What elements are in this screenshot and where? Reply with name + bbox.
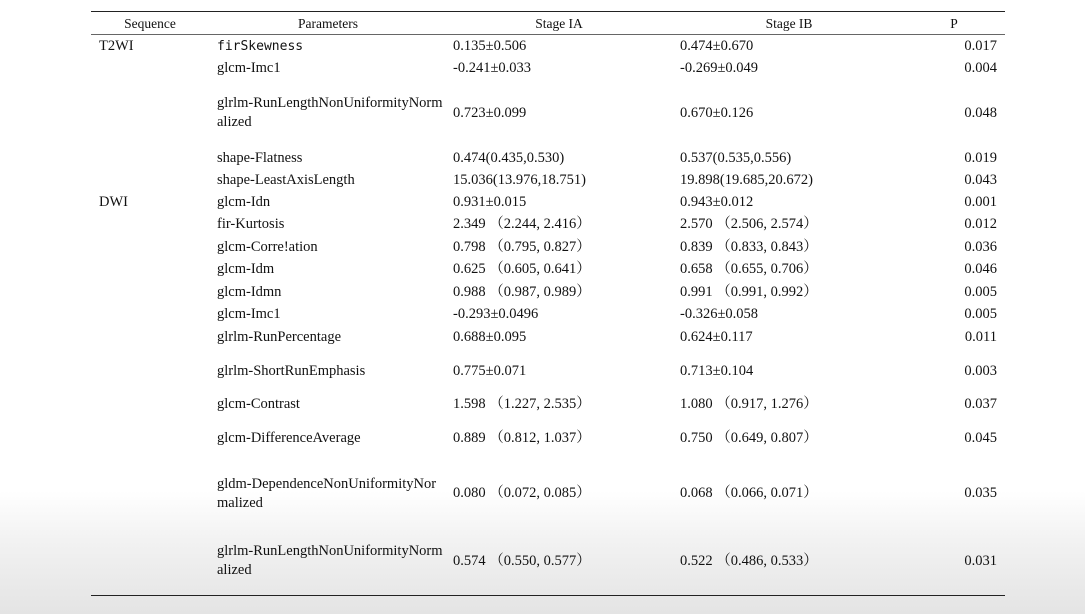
table-row bbox=[91, 460, 1005, 527]
table-row bbox=[91, 191, 1005, 213]
table-row bbox=[91, 527, 1005, 595]
stage-ia-cell: 2.349 （2.244, 2.416） bbox=[453, 216, 591, 232]
stage-ia-cell: 0.723±0.099 bbox=[453, 104, 527, 121]
p-value-cell: 0.001 bbox=[964, 193, 997, 210]
stage-ib-cell: 0.991 （0.991, 0.992） bbox=[680, 283, 818, 300]
parameter-cell: shape-LeastAxisLength bbox=[217, 171, 355, 188]
sequence-cell: T2WI bbox=[99, 37, 134, 54]
table-row bbox=[91, 236, 1005, 258]
sequence-cell bbox=[99, 57, 209, 79]
stage-ib-cell: 1.080 （0.917, 1.276） bbox=[680, 396, 818, 412]
table-row bbox=[91, 281, 1005, 303]
parameter-cell: glrlm-ShortRunEmphasis bbox=[217, 362, 366, 379]
table-row bbox=[91, 393, 1005, 416]
table-header-row bbox=[91, 12, 1005, 34]
parameter-cell: glcm-Imc1 bbox=[217, 59, 281, 76]
sequence-cell bbox=[99, 281, 209, 303]
sequence-cell bbox=[99, 416, 209, 460]
stage-ia-cell: 0.135±0.506 bbox=[453, 37, 527, 54]
header-stage-ib: Stage IB bbox=[765, 15, 813, 31]
parameter-cell: glrlm-RunLengthNonUniformityNormalized bbox=[217, 95, 443, 130]
table-row bbox=[91, 35, 1005, 57]
stage-ib-cell: 19.898(19.685,20.672) bbox=[680, 171, 813, 188]
sequence-cell bbox=[99, 147, 209, 169]
stage-ia-cell: 0.775±0.071 bbox=[453, 362, 527, 379]
sequence-cell bbox=[99, 169, 209, 191]
p-value-cell: 0.046 bbox=[964, 261, 997, 277]
p-value-cell: 0.003 bbox=[964, 362, 997, 379]
p-value-cell: 0.005 bbox=[964, 283, 997, 300]
stage-ia-cell: 0.798 （0.795, 0.827） bbox=[453, 238, 591, 255]
stage-ib-cell: 2.570 （2.506, 2.574） bbox=[680, 216, 818, 232]
p-value-cell: 0.019 bbox=[964, 149, 997, 166]
sequence-cell: DWI bbox=[99, 193, 128, 210]
stage-ib-cell: 0.713±0.104 bbox=[680, 362, 754, 379]
stage-ia-cell: 0.474(0.435,0.530) bbox=[453, 149, 565, 166]
p-value-cell: 0.043 bbox=[964, 171, 997, 188]
stage-ia-cell: 0.574 （0.550, 0.577） bbox=[453, 552, 591, 569]
parameter-cell: glcm-Imc1 bbox=[217, 305, 281, 322]
parameter-cell: glcm-Corre!ation bbox=[217, 238, 318, 255]
parameter-cell: glcm-Idmn bbox=[217, 283, 282, 300]
table-bottom-rule bbox=[91, 595, 1005, 596]
parameter-cell: glcm-Idm bbox=[217, 261, 275, 277]
stage-ib-cell: 0.624±0.117 bbox=[680, 328, 753, 345]
header-stage-ia: Stage IA bbox=[535, 15, 583, 31]
table-row bbox=[91, 349, 1005, 393]
stage-ia-cell: 0.889 （0.812, 1.037） bbox=[453, 429, 591, 446]
stage-ib-cell: 0.474±0.670 bbox=[680, 37, 754, 54]
table-row bbox=[91, 325, 1005, 349]
p-value-cell: 0.004 bbox=[964, 59, 997, 76]
p-value-cell: 0.017 bbox=[964, 37, 997, 54]
table-row bbox=[91, 169, 1005, 191]
parameter-cell: glcm-Idn bbox=[217, 193, 271, 210]
parameter-cell: gldm-DependenceNonUniformityNormalized bbox=[217, 475, 437, 511]
sequence-cell bbox=[99, 527, 209, 595]
sequence-cell bbox=[99, 349, 209, 393]
table-row bbox=[91, 416, 1005, 460]
header-parameters: Parameters bbox=[298, 15, 358, 31]
p-value-cell: 0.045 bbox=[964, 429, 997, 446]
table-row bbox=[91, 303, 1005, 325]
header-sequence: Sequence bbox=[124, 15, 176, 31]
sequence-cell bbox=[99, 325, 209, 349]
p-value-cell: 0.031 bbox=[964, 552, 997, 569]
table-row bbox=[91, 79, 1005, 147]
stage-ib-cell: -0.326±0.058 bbox=[680, 305, 759, 322]
sequence-cell bbox=[99, 79, 209, 147]
p-value-cell: 0.005 bbox=[964, 305, 997, 322]
parameter-cell: glcm-Contrast bbox=[217, 396, 300, 412]
sequence-cell bbox=[99, 393, 209, 416]
p-value-cell: 0.012 bbox=[964, 216, 997, 232]
stage-ib-cell: 0.670±0.126 bbox=[680, 104, 754, 121]
stage-ia-cell: 0.688±0.095 bbox=[453, 328, 527, 345]
table-row bbox=[91, 213, 1005, 236]
stage-ia-cell: 0.625 （0.605, 0.641） bbox=[453, 261, 591, 277]
table-row bbox=[91, 258, 1005, 281]
sequence-cell bbox=[99, 460, 209, 527]
sequence-cell bbox=[99, 213, 209, 236]
stage-ia-cell: 0.080 （0.072, 0.085） bbox=[453, 485, 591, 501]
stage-ia-cell: 0.988 （0.987, 0.989） bbox=[453, 283, 591, 300]
parameter-cell: glrlm-RunPercentage bbox=[217, 328, 342, 345]
p-value-cell: 0.037 bbox=[964, 396, 997, 412]
table-row bbox=[91, 57, 1005, 79]
stage-ib-cell: 0.943±0.012 bbox=[680, 193, 754, 210]
parameter-cell: shape-Flatness bbox=[217, 149, 303, 166]
parameter-cell: fir-Kurtosis bbox=[217, 216, 285, 232]
stage-ib-cell: 0.750 （0.649, 0.807） bbox=[680, 429, 818, 446]
stage-ib-cell: 0.839 （0.833, 0.843） bbox=[680, 238, 818, 255]
stage-ia-cell: 0.931±0.015 bbox=[453, 193, 527, 210]
stage-ib-cell: 0.522 （0.486, 0.533） bbox=[680, 552, 818, 569]
sequence-cell bbox=[99, 236, 209, 258]
header-p: P bbox=[950, 15, 958, 31]
stage-ib-cell: 0.068 （0.066, 0.071） bbox=[680, 485, 818, 501]
stage-ib-cell: -0.269±0.049 bbox=[680, 59, 759, 76]
stage-ib-cell: 0.537(0.535,0.556) bbox=[680, 149, 792, 166]
table-row bbox=[91, 147, 1005, 169]
p-value-cell: 0.011 bbox=[964, 328, 997, 345]
p-value-cell: 0.035 bbox=[964, 485, 997, 501]
stage-ib-cell: 0.658 （0.655, 0.706） bbox=[680, 261, 818, 277]
sequence-cell bbox=[99, 303, 209, 325]
data-table bbox=[91, 11, 1005, 596]
parameter-cell: firSkewness bbox=[217, 38, 304, 54]
p-value-cell: 0.048 bbox=[964, 104, 997, 121]
sequence-cell bbox=[99, 258, 209, 281]
parameter-cell: glrlm-RunLengthNonUniformityNormalized bbox=[217, 543, 443, 578]
stage-ia-cell: 15.036(13.976,18.751) bbox=[453, 171, 586, 188]
p-value-cell: 0.036 bbox=[964, 238, 997, 255]
parameter-cell: glcm-DifferenceAverage bbox=[217, 429, 361, 446]
stage-ia-cell: 1.598 （1.227, 2.535） bbox=[453, 396, 591, 412]
stage-ia-cell: -0.241±0.033 bbox=[453, 59, 532, 76]
stage-ia-cell: -0.293±0.0496 bbox=[453, 305, 539, 322]
